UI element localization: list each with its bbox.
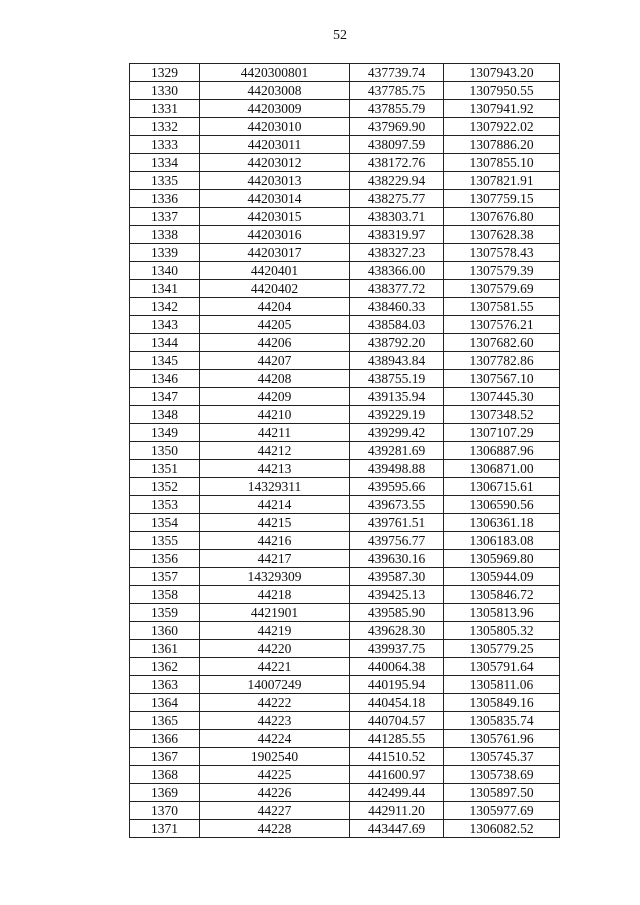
row-index-cell: 1348 xyxy=(130,406,200,424)
row-index-cell: 1346 xyxy=(130,370,200,388)
table-row xyxy=(130,298,560,316)
x-coordinate-cell: 439937.75 xyxy=(350,640,444,658)
table-row xyxy=(130,208,560,226)
row-index-cell: 1357 xyxy=(130,568,200,586)
point-id-cell: 44203016 xyxy=(200,226,350,244)
row-index-cell: 1369 xyxy=(130,784,200,802)
table-row xyxy=(130,172,560,190)
point-id-cell: 44203011 xyxy=(200,136,350,154)
row-index-cell: 1365 xyxy=(130,712,200,730)
table-row xyxy=(130,64,560,82)
y-coordinate-cell: 1306871.00 xyxy=(444,460,560,478)
table-row xyxy=(130,334,560,352)
x-coordinate-cell: 439587.30 xyxy=(350,568,444,586)
point-id-cell: 44218 xyxy=(200,586,350,604)
table-row xyxy=(130,658,560,676)
table-row xyxy=(130,586,560,604)
table-row xyxy=(130,766,560,784)
y-coordinate-cell: 1307682.60 xyxy=(444,334,560,352)
table-row xyxy=(130,694,560,712)
table-row xyxy=(130,550,560,568)
y-coordinate-cell: 1305969.80 xyxy=(444,550,560,568)
point-id-cell: 44214 xyxy=(200,496,350,514)
coordinates-table xyxy=(129,63,560,838)
x-coordinate-cell: 439595.66 xyxy=(350,478,444,496)
point-id-cell: 44211 xyxy=(200,424,350,442)
point-id-cell: 44221 xyxy=(200,658,350,676)
table-row xyxy=(130,136,560,154)
point-id-cell: 14329311 xyxy=(200,478,350,496)
y-coordinate-cell: 1305779.25 xyxy=(444,640,560,658)
row-index-cell: 1342 xyxy=(130,298,200,316)
point-id-cell: 44220 xyxy=(200,640,350,658)
row-index-cell: 1350 xyxy=(130,442,200,460)
point-id-cell: 14329309 xyxy=(200,568,350,586)
table-row xyxy=(130,118,560,136)
row-index-cell: 1336 xyxy=(130,190,200,208)
table-row xyxy=(130,802,560,820)
x-coordinate-cell: 438097.59 xyxy=(350,136,444,154)
point-id-cell: 44227 xyxy=(200,802,350,820)
row-index-cell: 1367 xyxy=(130,748,200,766)
page-number: 52 xyxy=(333,28,347,43)
point-id-cell: 14007249 xyxy=(200,676,350,694)
x-coordinate-cell: 437855.79 xyxy=(350,100,444,118)
table-row xyxy=(130,460,560,478)
point-id-cell: 4421901 xyxy=(200,604,350,622)
y-coordinate-cell: 1307581.55 xyxy=(444,298,560,316)
table-row xyxy=(130,712,560,730)
x-coordinate-cell: 437969.90 xyxy=(350,118,444,136)
y-coordinate-cell: 1305849.16 xyxy=(444,694,560,712)
row-index-cell: 1360 xyxy=(130,622,200,640)
row-index-cell: 1343 xyxy=(130,316,200,334)
y-coordinate-cell: 1305738.69 xyxy=(444,766,560,784)
point-id-cell: 44209 xyxy=(200,388,350,406)
x-coordinate-cell: 440064.38 xyxy=(350,658,444,676)
point-id-cell: 44216 xyxy=(200,532,350,550)
point-id-cell: 44210 xyxy=(200,406,350,424)
y-coordinate-cell: 1307950.55 xyxy=(444,82,560,100)
table-row xyxy=(130,496,560,514)
table-row xyxy=(130,262,560,280)
row-index-cell: 1358 xyxy=(130,586,200,604)
row-index-cell: 1352 xyxy=(130,478,200,496)
point-id-cell: 44203015 xyxy=(200,208,350,226)
y-coordinate-cell: 1307941.92 xyxy=(444,100,560,118)
table-row xyxy=(130,568,560,586)
row-index-cell: 1349 xyxy=(130,424,200,442)
row-index-cell: 1371 xyxy=(130,820,200,838)
y-coordinate-cell: 1307579.69 xyxy=(444,280,560,298)
row-index-cell: 1334 xyxy=(130,154,200,172)
table-row xyxy=(130,442,560,460)
table-row xyxy=(130,352,560,370)
x-coordinate-cell: 439299.42 xyxy=(350,424,444,442)
table-row xyxy=(130,514,560,532)
point-id-cell: 4420300801 xyxy=(200,64,350,82)
y-coordinate-cell: 1307107.29 xyxy=(444,424,560,442)
y-coordinate-cell: 1307759.15 xyxy=(444,190,560,208)
y-coordinate-cell: 1307567.10 xyxy=(444,370,560,388)
row-index-cell: 1345 xyxy=(130,352,200,370)
table-row xyxy=(130,190,560,208)
point-id-cell: 44206 xyxy=(200,334,350,352)
row-index-cell: 1355 xyxy=(130,532,200,550)
x-coordinate-cell: 442911.20 xyxy=(350,802,444,820)
point-id-cell: 4420402 xyxy=(200,280,350,298)
x-coordinate-cell: 438172.76 xyxy=(350,154,444,172)
table-row xyxy=(130,100,560,118)
x-coordinate-cell: 438275.77 xyxy=(350,190,444,208)
x-coordinate-cell: 438377.72 xyxy=(350,280,444,298)
y-coordinate-cell: 1307943.20 xyxy=(444,64,560,82)
y-coordinate-cell: 1306082.52 xyxy=(444,820,560,838)
table-row xyxy=(130,478,560,496)
row-index-cell: 1330 xyxy=(130,82,200,100)
x-coordinate-cell: 438943.84 xyxy=(350,352,444,370)
point-id-cell: 44217 xyxy=(200,550,350,568)
row-index-cell: 1356 xyxy=(130,550,200,568)
point-id-cell: 44222 xyxy=(200,694,350,712)
y-coordinate-cell: 1307578.43 xyxy=(444,244,560,262)
x-coordinate-cell: 438327.23 xyxy=(350,244,444,262)
x-coordinate-cell: 440704.57 xyxy=(350,712,444,730)
table-row xyxy=(130,784,560,802)
y-coordinate-cell: 1305944.09 xyxy=(444,568,560,586)
x-coordinate-cell: 438229.94 xyxy=(350,172,444,190)
point-id-cell: 44228 xyxy=(200,820,350,838)
x-coordinate-cell: 437785.75 xyxy=(350,82,444,100)
x-coordinate-cell: 439135.94 xyxy=(350,388,444,406)
row-index-cell: 1370 xyxy=(130,802,200,820)
point-id-cell: 44203012 xyxy=(200,154,350,172)
y-coordinate-cell: 1307855.10 xyxy=(444,154,560,172)
x-coordinate-cell: 438584.03 xyxy=(350,316,444,334)
x-coordinate-cell: 439628.30 xyxy=(350,622,444,640)
table-row xyxy=(130,424,560,442)
point-id-cell: 44226 xyxy=(200,784,350,802)
row-index-cell: 1359 xyxy=(130,604,200,622)
x-coordinate-cell: 438303.71 xyxy=(350,208,444,226)
y-coordinate-cell: 1307445.30 xyxy=(444,388,560,406)
y-coordinate-cell: 1307676.80 xyxy=(444,208,560,226)
table-row xyxy=(130,532,560,550)
y-coordinate-cell: 1306183.08 xyxy=(444,532,560,550)
y-coordinate-cell: 1306887.96 xyxy=(444,442,560,460)
row-index-cell: 1340 xyxy=(130,262,200,280)
point-id-cell: 44219 xyxy=(200,622,350,640)
table-row xyxy=(130,82,560,100)
coordinates-table-body xyxy=(130,64,560,838)
x-coordinate-cell: 441510.52 xyxy=(350,748,444,766)
x-coordinate-cell: 437739.74 xyxy=(350,64,444,82)
x-coordinate-cell: 438366.00 xyxy=(350,262,444,280)
x-coordinate-cell: 439281.69 xyxy=(350,442,444,460)
y-coordinate-cell: 1307579.39 xyxy=(444,262,560,280)
y-coordinate-cell: 1307886.20 xyxy=(444,136,560,154)
y-coordinate-cell: 1306361.18 xyxy=(444,514,560,532)
x-coordinate-cell: 441285.55 xyxy=(350,730,444,748)
x-coordinate-cell: 439673.55 xyxy=(350,496,444,514)
row-index-cell: 1347 xyxy=(130,388,200,406)
y-coordinate-cell: 1307628.38 xyxy=(444,226,560,244)
point-id-cell: 44213 xyxy=(200,460,350,478)
y-coordinate-cell: 1305846.72 xyxy=(444,586,560,604)
x-coordinate-cell: 438755.19 xyxy=(350,370,444,388)
x-coordinate-cell: 440195.94 xyxy=(350,676,444,694)
point-id-cell: 44203017 xyxy=(200,244,350,262)
y-coordinate-cell: 1305897.50 xyxy=(444,784,560,802)
row-index-cell: 1368 xyxy=(130,766,200,784)
y-coordinate-cell: 1307782.86 xyxy=(444,352,560,370)
x-coordinate-cell: 438460.33 xyxy=(350,298,444,316)
y-coordinate-cell: 1305977.69 xyxy=(444,802,560,820)
point-id-cell: 44223 xyxy=(200,712,350,730)
row-index-cell: 1331 xyxy=(130,100,200,118)
x-coordinate-cell: 439229.19 xyxy=(350,406,444,424)
point-id-cell: 44207 xyxy=(200,352,350,370)
row-index-cell: 1353 xyxy=(130,496,200,514)
row-index-cell: 1332 xyxy=(130,118,200,136)
row-index-cell: 1361 xyxy=(130,640,200,658)
table-row xyxy=(130,370,560,388)
row-index-cell: 1354 xyxy=(130,514,200,532)
y-coordinate-cell: 1305761.96 xyxy=(444,730,560,748)
x-coordinate-cell: 438319.97 xyxy=(350,226,444,244)
point-id-cell: 44205 xyxy=(200,316,350,334)
row-index-cell: 1362 xyxy=(130,658,200,676)
x-coordinate-cell: 441600.97 xyxy=(350,766,444,784)
row-index-cell: 1339 xyxy=(130,244,200,262)
table-row xyxy=(130,226,560,244)
table-row xyxy=(130,316,560,334)
row-index-cell: 1333 xyxy=(130,136,200,154)
point-id-cell: 1902540 xyxy=(200,748,350,766)
point-id-cell: 44204 xyxy=(200,298,350,316)
row-index-cell: 1366 xyxy=(130,730,200,748)
x-coordinate-cell: 439585.90 xyxy=(350,604,444,622)
x-coordinate-cell: 440454.18 xyxy=(350,694,444,712)
y-coordinate-cell: 1305811.06 xyxy=(444,676,560,694)
y-coordinate-cell: 1305791.64 xyxy=(444,658,560,676)
point-id-cell: 44212 xyxy=(200,442,350,460)
x-coordinate-cell: 443447.69 xyxy=(350,820,444,838)
point-id-cell: 44203009 xyxy=(200,100,350,118)
table-row xyxy=(130,640,560,658)
point-id-cell: 44203010 xyxy=(200,118,350,136)
table-row xyxy=(130,604,560,622)
x-coordinate-cell: 442499.44 xyxy=(350,784,444,802)
y-coordinate-cell: 1306590.56 xyxy=(444,496,560,514)
table-row xyxy=(130,622,560,640)
table-row xyxy=(130,820,560,838)
y-coordinate-cell: 1305835.74 xyxy=(444,712,560,730)
table-row xyxy=(130,676,560,694)
y-coordinate-cell: 1307348.52 xyxy=(444,406,560,424)
y-coordinate-cell: 1305745.37 xyxy=(444,748,560,766)
row-index-cell: 1364 xyxy=(130,694,200,712)
y-coordinate-cell: 1307576.21 xyxy=(444,316,560,334)
row-index-cell: 1344 xyxy=(130,334,200,352)
row-index-cell: 1351 xyxy=(130,460,200,478)
point-id-cell: 44203014 xyxy=(200,190,350,208)
x-coordinate-cell: 439630.16 xyxy=(350,550,444,568)
row-index-cell: 1329 xyxy=(130,64,200,82)
table-row xyxy=(130,388,560,406)
point-id-cell: 44203013 xyxy=(200,172,350,190)
point-id-cell: 44225 xyxy=(200,766,350,784)
point-id-cell: 44224 xyxy=(200,730,350,748)
row-index-cell: 1337 xyxy=(130,208,200,226)
point-id-cell: 44203008 xyxy=(200,82,350,100)
table-row xyxy=(130,730,560,748)
y-coordinate-cell: 1307821.91 xyxy=(444,172,560,190)
x-coordinate-cell: 439756.77 xyxy=(350,532,444,550)
y-coordinate-cell: 1307922.02 xyxy=(444,118,560,136)
point-id-cell: 44208 xyxy=(200,370,350,388)
x-coordinate-cell: 439425.13 xyxy=(350,586,444,604)
table-row xyxy=(130,154,560,172)
row-index-cell: 1338 xyxy=(130,226,200,244)
x-coordinate-cell: 439498.88 xyxy=(350,460,444,478)
x-coordinate-cell: 439761.51 xyxy=(350,514,444,532)
row-index-cell: 1363 xyxy=(130,676,200,694)
table-row xyxy=(130,280,560,298)
y-coordinate-cell: 1305805.32 xyxy=(444,622,560,640)
y-coordinate-cell: 1305813.96 xyxy=(444,604,560,622)
x-coordinate-cell: 438792.20 xyxy=(350,334,444,352)
row-index-cell: 1335 xyxy=(130,172,200,190)
row-index-cell: 1341 xyxy=(130,280,200,298)
table-row xyxy=(130,244,560,262)
table-row xyxy=(130,748,560,766)
table-row xyxy=(130,406,560,424)
point-id-cell: 44215 xyxy=(200,514,350,532)
point-id-cell: 4420401 xyxy=(200,262,350,280)
y-coordinate-cell: 1306715.61 xyxy=(444,478,560,496)
